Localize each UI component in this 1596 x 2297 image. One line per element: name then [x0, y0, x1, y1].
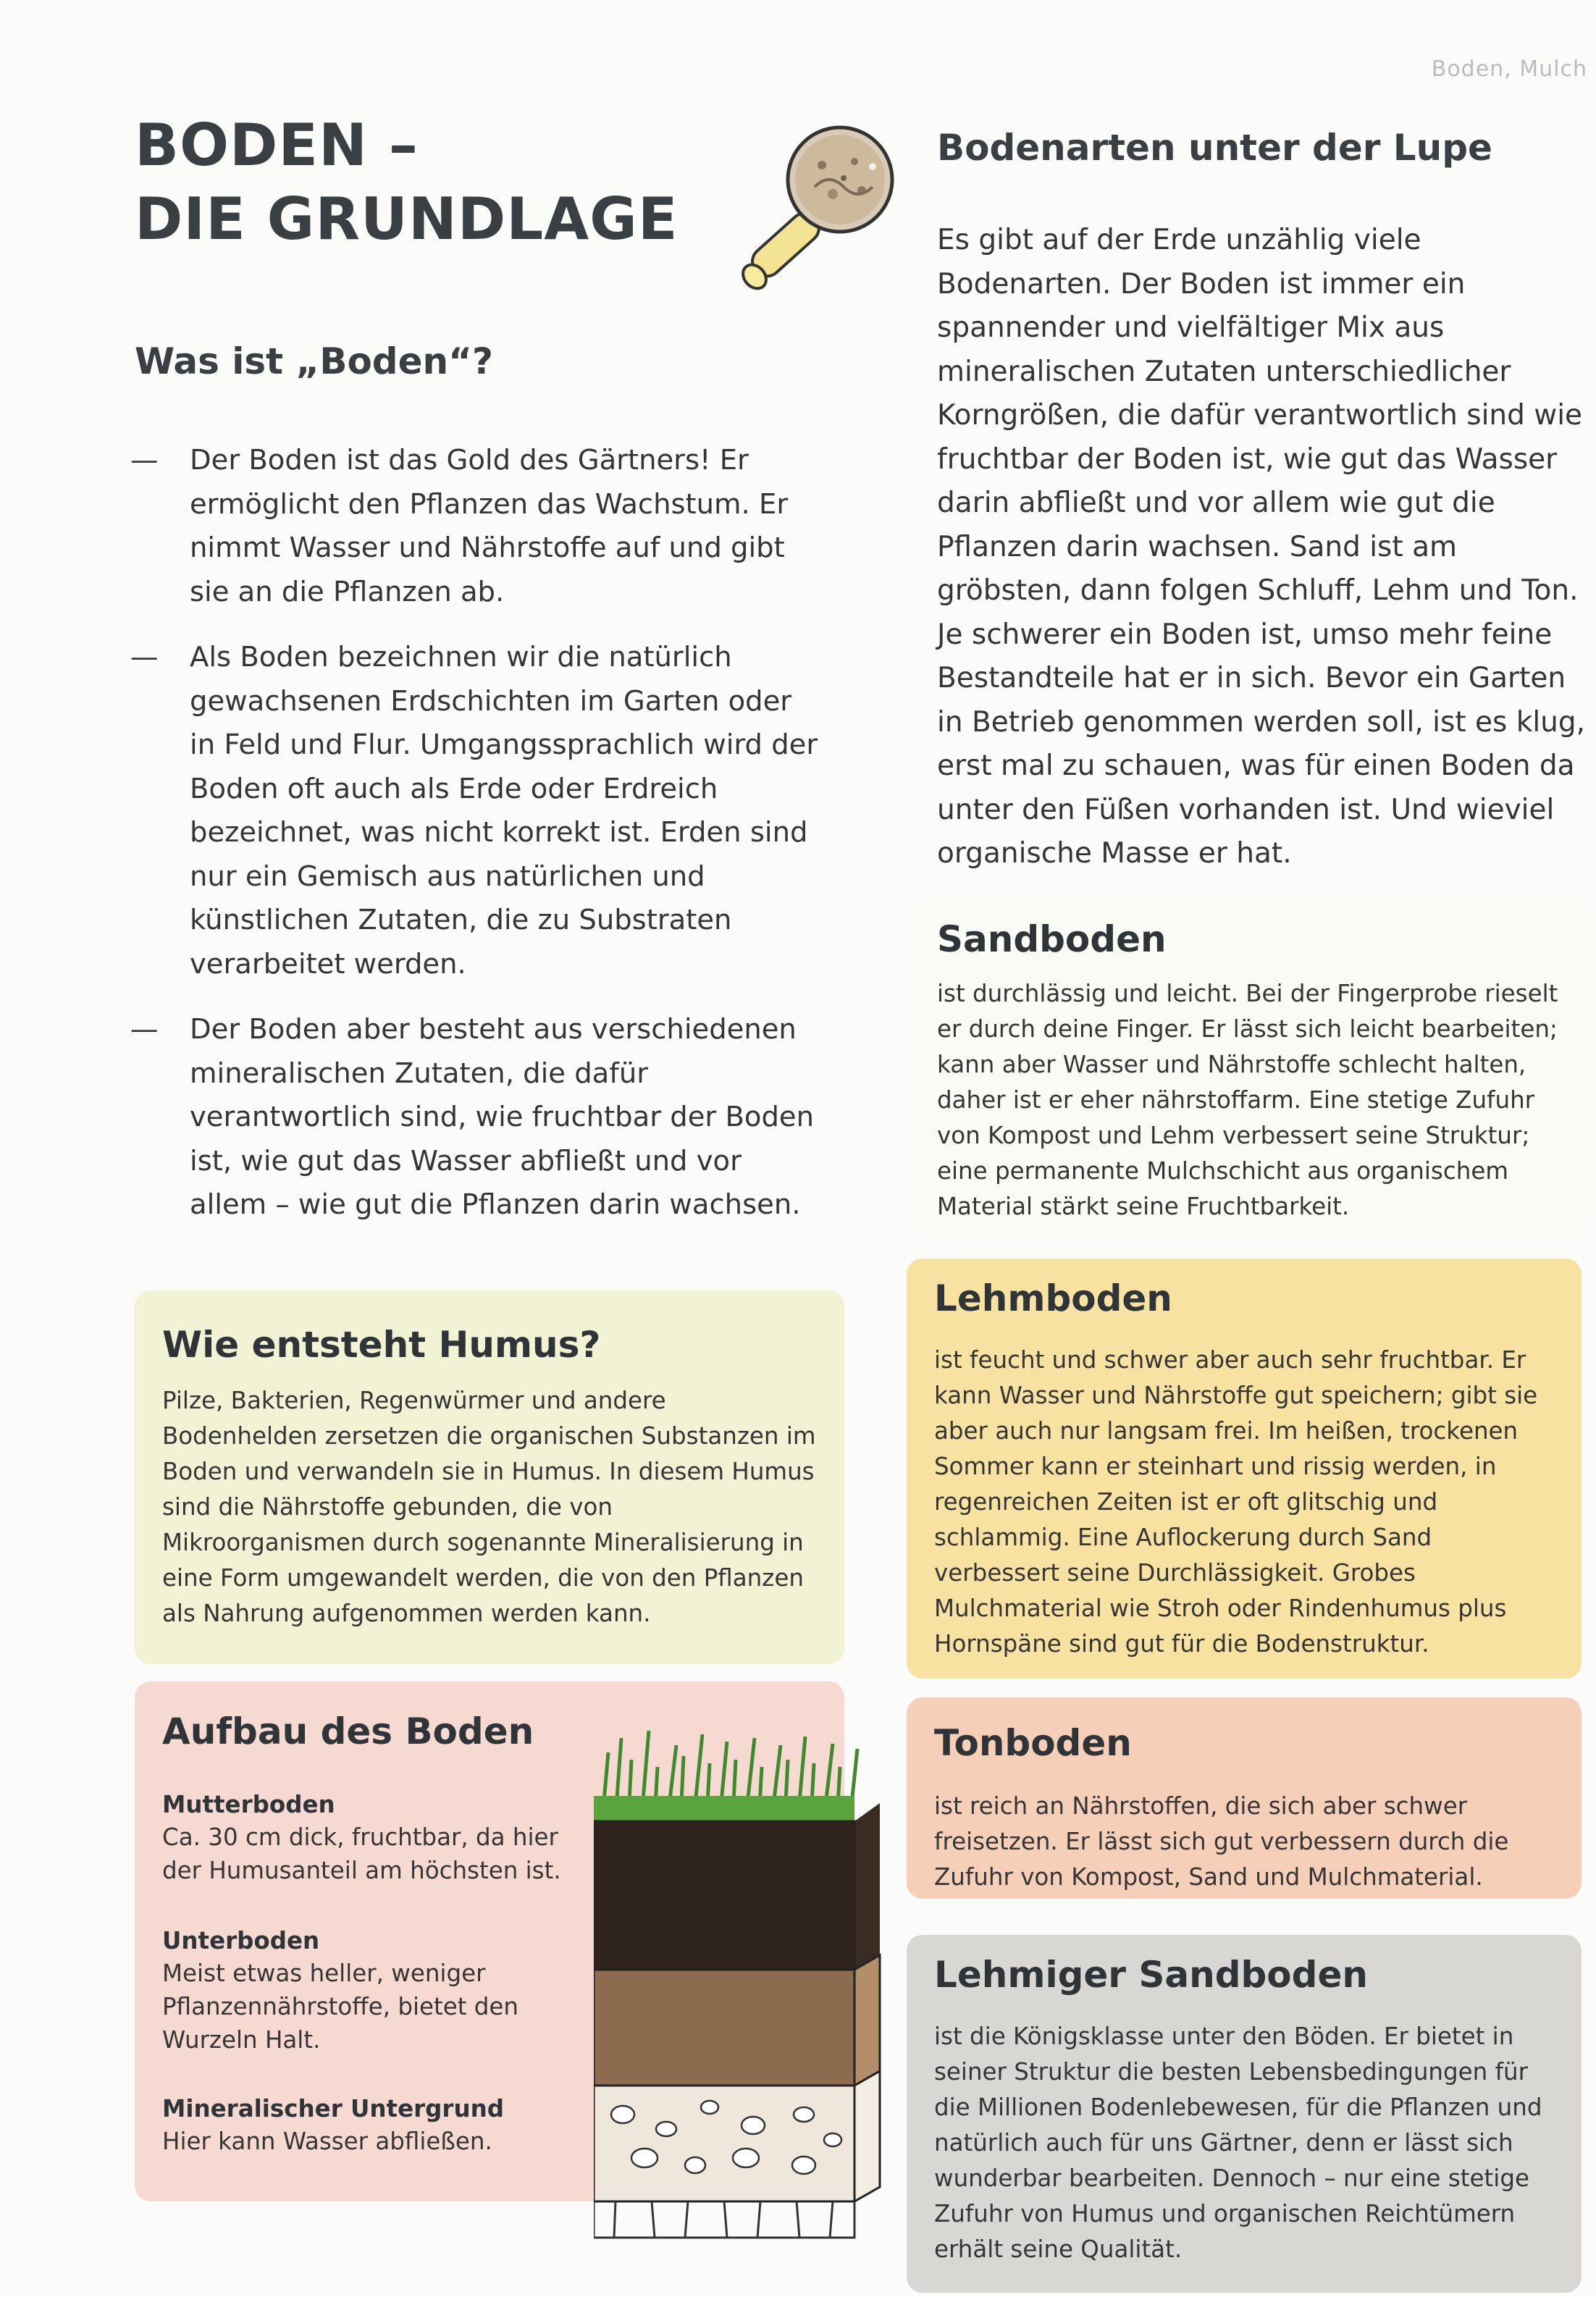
- sandboden-text: ist durchlässig und leicht. Bei der Fingerprobe rieselt er durch deine Finger. Er lässt sich leicht bearbeiten; kann aber Wasser und Nährstoffe schlecht halten, daher ist er eher nährstoffarm. Eine stetige Zufuhr von Kompost und Lehm verbessert seine Struktur; eine permanente Mulchschicht aus organischem Material stärkt seine Fruchtbarkeit.: [937, 980, 1558, 1220]
- magnifying-glass-icon: [739, 122, 898, 295]
- section-tag: Boden, Mulch: [1431, 56, 1587, 82]
- list-item-text: Der Boden ist das Gold des Gärtners! Er ermöglicht den Pflanzen das Wachstum. Er nimmt Wasser und Nährstoffe auf und gibt sie an die Pflanzen ab.: [190, 444, 789, 608]
- soil-profile-illustration: [594, 1723, 883, 2245]
- layer-name: Mutterboden: [162, 1791, 335, 1818]
- dash-marker: —: [130, 1013, 159, 1046]
- dash-marker: —: [130, 444, 159, 476]
- tonboden-box: [907, 1697, 1582, 1899]
- layer-description: Ca. 30 cm dick, fruchtbar, da hier der Humusanteil am höchsten ist.: [162, 1823, 561, 1884]
- list-item: [130, 1008, 826, 1227]
- aufbau-title: Aufbau des Boden: [162, 1710, 534, 1752]
- lehmboden-title: Lehmboden: [934, 1277, 1172, 1319]
- lehmboden-box: [907, 1259, 1582, 1679]
- humus-box: [135, 1290, 844, 1664]
- tonboden-text: ist reich an Nährstoffen, die sich aber schwer freisetzen. Er lässt sich gut verbessern durch die Zufuhr von Kompost, Sand und Mulchmaterial.: [934, 1792, 1509, 1891]
- what-is-soil-heading: Was ist „Boden“?: [135, 340, 493, 382]
- layer-name: Unterboden: [162, 1927, 320, 1954]
- soil-types-heading: Bodenarten unter der Lupe: [937, 127, 1492, 169]
- lehmboden-text: ist feucht und schwer aber auch sehr fruchtbar. Er kann Wasser und Nährstoffe gut speichern; gibt sie aber auch nur langsam frei. Im heißen, trockenen Sommer kann er steinhart und rissig werden, in regenreichen Zeiten ist er oft glitschig und schlammig. Eine Auflockerung durch Sand verbessert seine Durchlässigkeit. Grobes Mulchmaterial wie Stroh oder Rindenhumus plus Hornspäne sind gut für die Bodenstruktur.: [934, 1346, 1538, 1658]
- page-title-line-1: BODEN –: [135, 112, 419, 179]
- layer-name: Mineralischer Untergrund: [162, 2095, 504, 2122]
- humus-title: Wie entsteht Humus?: [162, 1324, 601, 1366]
- list-item-text: Der Boden aber besteht aus verschiedenen mineralischen Zutaten, die dafür verantwortlich sind, wie fruchtbar der Boden ist, wie gut das Wasser abfließt und vor allem – wie gut die Pflanzen darin wachsen.: [190, 1013, 814, 1221]
- layer-unterboden: [162, 1925, 597, 2057]
- page-title: [135, 109, 678, 256]
- tonboden-title: Tonboden: [934, 1722, 1132, 1764]
- lehmiger-sandboden-title: Lehmiger Sandboden: [934, 1954, 1368, 1996]
- list-item: [130, 636, 826, 986]
- dash-marker: —: [130, 641, 159, 673]
- layer-mutterboden: [162, 1789, 597, 1887]
- soil-types-intro: Es gibt auf der Erde unzählig viele Bodenarten. Der Boden ist immer ein spannender und vielfältiger Mix aus mineralischen Zutaten unterschiedlicher Korngrößen, die dafür verantwortlich sind wie fruchtbar der Boden ist, wie gut das Wasser darin abfließt und vor allem wie gut die Pflanzen darin wachsen. Sand ist am gröbsten, dann folgen Schluff, Lehm und Ton. Je schwerer ein Boden ist, umso mehr feine Bestandteile hat er in sich. Bevor ein Garten in Betrieb genommen werden soll, ist es klug, erst mal zu schauen, was für einen Boden da unter den Füßen vorhanden ist. Und wieviel organische Masse er hat.: [937, 224, 1586, 870]
- list-item-text: Als Boden bezeichnen wir die natürlich gewachsenen Erdschichten im Garten oder in Feld und Flur. Umgangssprachlich wird der Boden oft auch als Erde oder Erdreich bezeichnet, was nicht korrekt ist. Erden sind nur ein Gemisch aus natürlichen und künstlichen Zutaten, die zu Substraten verarbeitet werden.: [190, 641, 818, 980]
- layer-description: Hier kann Wasser abfließen.: [162, 2128, 492, 2155]
- lehmiger-sandboden-text: ist die Königsklasse unter den Böden. Er bietet in seiner Struktur die besten Lebensbedingungen für die Millionen Bodenlebewesen, für die Pflanzen und natürlich auch für uns Gärtner, denn er lässt sich wunderbar bearbeiten. Dennoch – nur eine stetige Zufuhr von Humus und organischen Reichtümern erhält seine Qualität.: [934, 2023, 1542, 2263]
- page-title-line-2: DIE GRUNDLAGE: [135, 185, 679, 253]
- list-item: [130, 439, 826, 614]
- layer-description: Meist etwas heller, weniger Pflanzennährstoffe, bietet den Wurzeln Halt.: [162, 1960, 519, 2054]
- what-is-soil-list: [130, 439, 826, 1249]
- sandboden-box: [920, 896, 1586, 1237]
- sandboden-title: Sandboden: [937, 918, 1167, 960]
- layer-mineralischer-untergrund: [162, 2093, 597, 2158]
- lehmiger-sandboden-box: [907, 1935, 1582, 2293]
- humus-text: Pilze, Bakterien, Regenwürmer und andere Bodenhelden zersetzen die organischen Substanzen im Boden und verwandeln sie in Humus. In diesem Humus sind die Nährstoffe gebunden, die von Mikroorganismen durch sogenannte Mineralisierung in eine Form umgewandelt werden, die von den Pflanzen als Nahrung aufgenommen werden kann.: [162, 1387, 816, 1627]
